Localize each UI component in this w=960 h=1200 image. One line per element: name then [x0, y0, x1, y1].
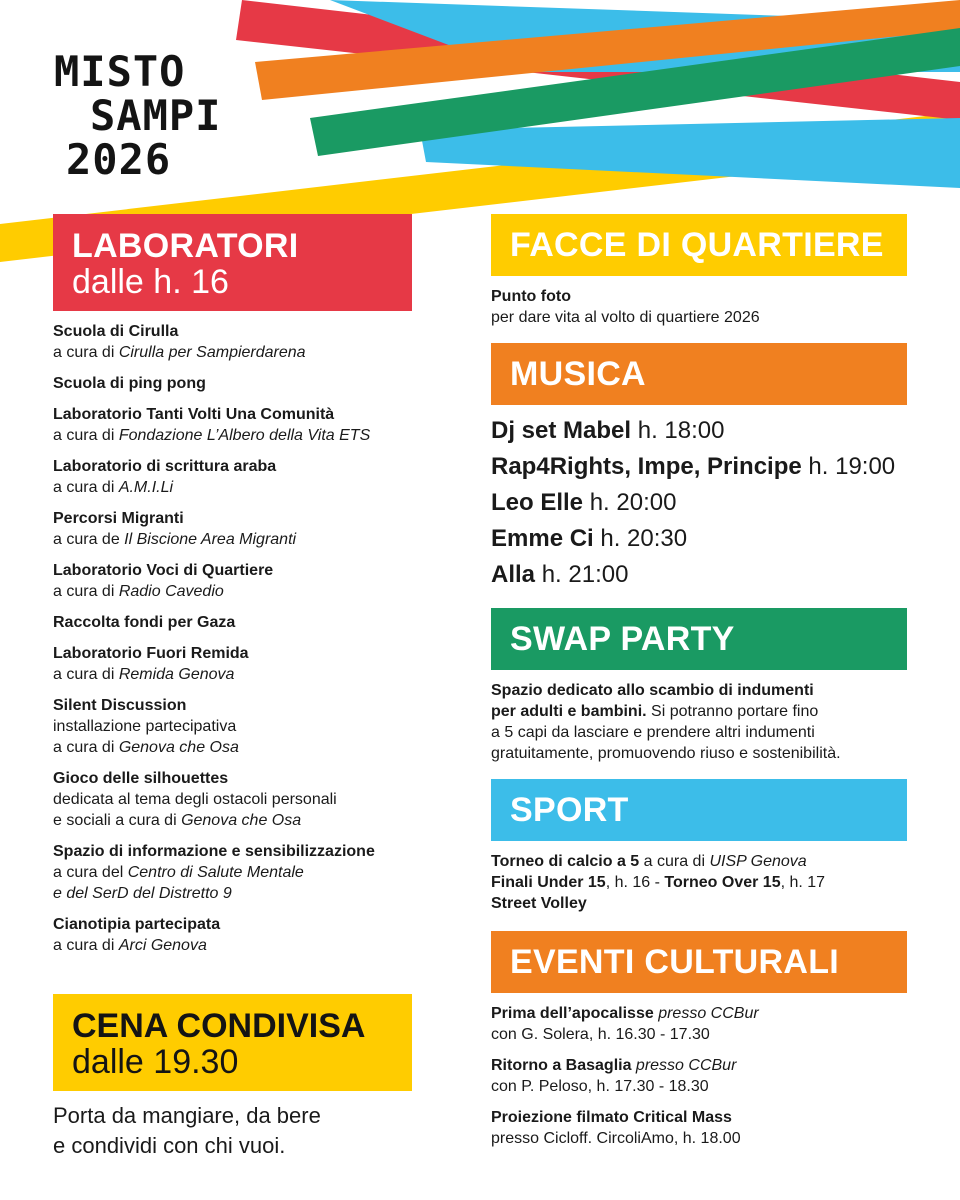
cena-banner: [53, 994, 412, 1091]
list-item: Ritorno a Basaglia presso CCBur con P. Peloso, h. 17.30 - 18.30: [491, 1057, 737, 1095]
sport-description: Torneo di calcio a 5 a cura di UISP Genova Finali Under 15, h. 16 - Torneo Over 15, h. 17 Street Volley: [491, 853, 826, 912]
list-item: Dj set Mabel h. 18:00: [491, 417, 725, 444]
list-item: Proiezione filmato Critical Mass presso Cicloff. CircoliAmo, h. 18.00: [491, 1109, 741, 1147]
list-item: Laboratorio Fuori Remida a cura di Remida Genova: [53, 645, 249, 683]
swap-banner: SWAP PARTY: [491, 608, 907, 670]
cena-title: CENA CONDIVISA: [72, 1007, 366, 1045]
list-item: Alla h. 21:00: [491, 561, 629, 588]
list-item: Scuola di ping pong: [53, 375, 206, 392]
laboratori-title: LABORATORI: [72, 227, 299, 265]
eventi-list: [491, 1003, 921, 1149]
list-item: Spazio di informazione e sensibilizzazione a cura del Centro di Salute Mentale e del SerD del Distretto 9: [53, 843, 375, 902]
list-item: Gioco delle silhouettes dedicata al tema degli ostacoli personali e sociali a cura di Genova che Osa: [53, 770, 337, 829]
sport-banner: SPORT: [491, 779, 907, 841]
list-item: Prima dell’apocalisse presso CCBur con G. Solera, h. 16.30 - 17.30: [491, 1005, 759, 1043]
logo-line-1: MISTO: [54, 47, 186, 96]
list-item: Silent Discussion installazione partecipativa a cura di Genova che Osa: [53, 697, 239, 756]
laboratori-subtitle: dalle h. 16: [72, 263, 229, 301]
cena-description: Porta da mangiare, da bere e condividi con chi vuoi.: [53, 1103, 321, 1158]
list-item: Cianotipia partecipata a cura di Arci Genova: [53, 916, 221, 954]
list-item: Percorsi Migranti a cura de Il Biscione Area Migranti: [53, 510, 297, 548]
left-column: [53, 214, 433, 1161]
musica-banner: MUSICA: [491, 343, 907, 405]
logo-line-2: SAMPI: [90, 91, 222, 140]
list-item: Laboratorio di scrittura araba a cura di A.M.I.Li: [53, 458, 277, 496]
logo-line-3: 2026: [66, 135, 172, 184]
cena-subtitle: dalle 19.30: [72, 1043, 239, 1081]
list-item: Raccolta fondi per Gaza: [53, 614, 236, 631]
facce-description: Punto foto per dare vita al volto di quartiere 2026: [491, 288, 760, 326]
list-item: Laboratorio Voci di Quartiere a cura di Radio Cavedio: [53, 562, 274, 600]
list-item: Rap4Rights, Impe, Principe h. 19:00: [491, 453, 896, 480]
right-column: [491, 214, 921, 1149]
event-logo: [54, 47, 222, 184]
list-item: Emme Ci h. 20:30: [491, 525, 688, 552]
list-item: Scuola di Cirulla a cura di Cirulla per Sampierdarena: [53, 323, 306, 361]
swap-description: Spazio dedicato allo scambio di indumenti per adulti e bambini. Si potranno portare fino a 5 capi da lasciare e prendere altri indumenti gratuitamente, promuovendo riuso e sostenibilità.: [491, 682, 841, 762]
musica-list: [491, 413, 921, 593]
eventi-banner: EVENTI CULTURALI: [491, 931, 907, 993]
facce-banner: FACCE DI QUARTIERE: [491, 214, 907, 276]
laboratori-list: [53, 321, 433, 956]
list-item: Laboratorio Tanti Volti Una Comunità a cura di Fondazione L’Albero della Vita ETS: [53, 406, 371, 444]
list-item: Leo Elle h. 20:00: [491, 489, 677, 516]
laboratori-banner: [53, 214, 412, 311]
